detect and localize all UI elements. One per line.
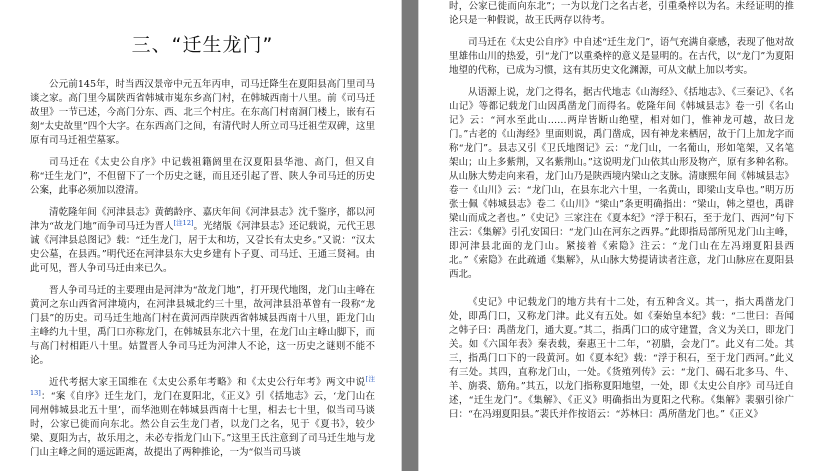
left-page [0, 0, 401, 471]
footnote-link[interactable]: [注12] [173, 218, 194, 227]
paragraph-with-footnote [30, 376, 375, 460]
paragraph-text: 。光绪版《河津县志》还记载说，元代王思诚《河津县总图记》载：“迁生龙门，居于太和坊，又갈长有太史乡。”又说：“汉太史公墓，在县西。”明代还在河津县东大史乡建有卜子夏、司马迁、王通三贤祠。由此可见，晋人争司马迁由来已久。 [30, 221, 375, 274]
page-gutter [401, 0, 419, 471]
footnote-ref[interactable] [174, 219, 194, 227]
paragraph: 从语源上说，龙门之得名，据古代地志《山海经》、《括地志》、《三秦记》、《名山记》等都记载龙门山因禹凿龙门而得名。乾隆年间《韩城县志》卷一引《名山记》云：“河水至此山……两岸皆断山绝壁，相对如门，惟神龙可越，故曰龙门。”古老的《山海经》里面则说，禹门凿成，因有神龙来栖居，故于门上加龙字而称“龙门”。县志又引《卫氏地图记》云：“龙门山，一名葡山，形如笔架，又名笔架山；山上多紫荆，又名紫荆山。”这说明龙门山依其山形及物产，原有多种名称。从山脉大势走向来看，龙门山乃是陕西境内梁山之支脉。清康熙年间《韩城县志》卷一《山川》云：“龙门山，在县东北六十里，一名黄山，即梁山支阜也。”明万历张士佩《韩城县志》卷二《山川》“梁山”条更明确指出：“梁山，韩之望也，禹辟梁山而成之者也。”《史记》三家注在《夏本纪》“浮于积石，至于龙门、西河”句下注云：《集解》引孔安国曰：“龙门山在河东之西界。”此即指局部所见龙门山主峰，即河津县北面的龙门山。紧接着《索隐》注云：“龙门山在左冯翊夏阳县西北。”《索隐》在此疏通《集解》，从山脉大势提请读者注意，龙门山脉应在夏阳县西北。 [449, 87, 794, 280]
right-page-content [449, 0, 794, 430]
paragraph-text: 清乾隆年间《河津县志》黄鹤龄序、嘉庆年间《河津县志》沈千鉴序，都以河津为“故龙门地”而争司马迁为晋人 [30, 207, 375, 232]
paragraph-with-footnote [30, 206, 375, 276]
chapter-title: 三、“迁生龙门” [131, 34, 274, 56]
paragraph-text: 近代考据大家王国维在《太史公系年考略》和《太史公行年考》两文中说 [49, 377, 366, 388]
paragraph: 司马迁在《太史公自序》中记载祖籍阏里在汉夏阳县华池、高门，但又自称“迁生龙门”，不但留下了一个历史之谜，而且还引起了晋、陕人争司马迁的历史公案，此事必须加以澄清。 [30, 157, 375, 196]
paragraph: 公元前145年，时当西汉景帝中元五年丙申，司马迁降生在夏阳县高门里司马谈之家。高门里今属陕西省韩城市嵬东乡高门村，在韩城西南十八里。前《司马迁故里》一节已述，今高门分东、西、北三个村庄。在东高门村南洞门楼上，嵌有石刻“太史故里”四个大字。在东西高门之间，有清代时人所立司马迁祖茔双碑，这里原有司马迁祖茔墓冢。 [30, 79, 375, 146]
paragraph: 时，公家已徙而向东北”；一为以龙门之名古老，引重桑梓以为名。未经证明的推论只是一种假说，故王氏两存以待考。 [449, 1, 794, 26]
paragraph: 晋人争司马迁的主要理由是河津为“故龙门地”，打开现代地图，龙门山主峰在黄河之东山西省河津境内，在河津县城北约三十里，故河津县沿革曾有一段称“龙门县”的历史。司马迁生地高门村在黄河西岸陕西省韩城县西南十八里，距龙门山主峰约九十里，禹门口亦称龙门，在韩城县东北六十里，在龙门山主峰山脚下，而与高门村相距八十里。姑置晋人争司马迁为河津人不论，这一历史之谜则不能不论。 [30, 285, 375, 366]
right-page [419, 0, 820, 471]
footnote-link[interactable]: [注13] [30, 374, 375, 397]
paragraph: 司马迁在《太史公自序》中自述“迁生龙门”，语气充满自豪感，表现了他对故里雄伟山川的热爱，引“龙门”以重桑梓的意义是显明的。在古代，以“龙门”为夏阳地望的代称，已成为习惯，这有其历史文化渊源，可从文献上加以考实。 [449, 37, 794, 76]
paragraph-text: ：“案《自序》迁生龙门，龙门在夏阳北，《正义》引《括地志》云，‘龙门山在同州韩城县北五十里’，而华池则在韩城县西南十七里，相去七十里，似当司马谈时，公家已徙而向东北。然公自云生龙门者，以龙门之名，见于《夏书》，较少梁、夏阳为古，故乐用之，未必专指龙门山下。”这里王氏注意到了司马迁生地与龙门山主峰之间的遥远距离，故提出了两种推论，一为“似当司马谈 [30, 391, 375, 458]
paragraph: 《史记》中记载龙门的地方共有十二处，有五种含义。其一，指大禹凿龙门处，即禹门口，又称龙门津。此义有五处。如《秦始皇本纪》载：“二世曰：吾闻之韩子曰：禹凿龙门，通大夏。”其二，指禹门口的成守建置，含义为关口，即龙门关。如《六国年表》秦表载，秦惠王十二年，“初腊，会龙门”。此义有二处。其三，指禹门口下的一段黄河。如《夏本纪》载：“浮于积石，至于龙门西河。”此义有三处。其四，直称龙门山，一处。《货殖列传》云：“龙门、碣石北多马、牛、羊、旃裘、筋角。”其五，以龙门指称夏阳地望，一处，即《太史公自序》司马迁自述，“迁生龙门”。《集解》、《正义》明确指出为夏阳之代称。《集解》裴骃引徐广曰：“在冯翊夏阳县。”裴氏并作按语云：“苏林曰：禹所凿龙门也。”《正义》 [449, 297, 794, 420]
left-page-content [30, 32, 375, 468]
